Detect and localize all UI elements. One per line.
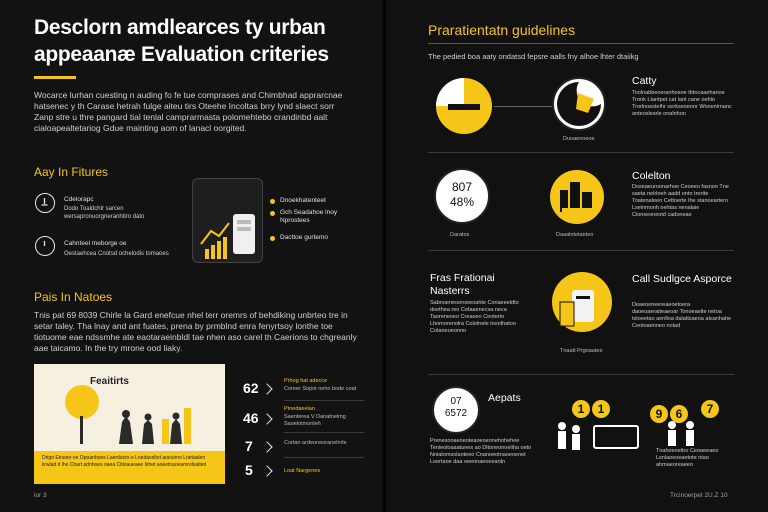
badge-number: 7 — [701, 400, 719, 418]
bulb-icon — [35, 193, 55, 213]
body-row1: Toolnabbeoeranhoeoe tbtocaaehanoe Tronk Ltantpet cat lant cane oehlo Trorlnoestelhr oerkseoeonr Wonenirnanc anteoslesrle onalnhon — [632, 90, 732, 117]
body-row3: Sabnoeneoeroeeoahte Coriaeeeldto doethea reo Cetaaenecsa neca Taoreneoeo Creaoeo Ceoterto Lhomorenolra Coletnele inonthatoo Cotaoeoeonno — [430, 300, 519, 334]
page-number-right: Trcinoerpet 2U.Z 10 — [670, 492, 728, 499]
arrow-right-icon — [261, 413, 272, 424]
intro-paragraph: Wocarce lurhan cuesting n auding fo fe tue comprases and Chimbhad apprarcnae hatsenec y th Carase hetrah fulge aiteu tirs Oteehe Incoltas brry lynd slaect sorr Zanp stre u thre pangard tial tenlal camprarmasta polomehtebo crandinbd aalt cialoapealtetariog Gdue mainting aom of lanacl oorgited. — [34, 90, 343, 133]
gauge-icon — [35, 236, 55, 256]
phone-label-1: Dnoekhatenteet — [280, 197, 326, 204]
title-underline — [34, 76, 76, 79]
city-gear-icon — [548, 168, 606, 226]
stat-label-1: Prhog hat adecce — [284, 378, 328, 384]
people-group-icon — [662, 420, 712, 446]
heading-row3: Fras Frationai Nasterrs — [430, 272, 495, 297]
badge-number: 6 — [670, 405, 688, 423]
body-row4-b: Tnahoeoeltro Ceoaeeaeo Lsnlaoeoeaetote ntao ahmaeoreaeeo — [656, 448, 719, 468]
phone-label-2: Gch Seadahoe lnoy Nprostees — [280, 209, 338, 224]
building-icon — [552, 272, 612, 332]
badge-number: 1 — [572, 400, 590, 418]
body-row2: Doseaeuroonarhoe Ceoeeo fasnoo Tne saeta nelrloeh aadd onto trertte Toatenateeo Cettoerte Ihe stanoeartero Lseinmonh oehtas nenalaie Cionseoneotd cadoneae — [632, 184, 729, 218]
bullet-dot — [270, 236, 275, 241]
figure-caption-band — [34, 451, 225, 484]
stat-circle-2 — [432, 386, 480, 434]
phone-mockup — [192, 178, 263, 263]
arrow-right-icon — [261, 441, 272, 452]
body-row3-b: Deaeoeneereaeoetoera daoeoaeraiteaeoar Tonoeaelte netoa tstoeetao aenlloa dalattsaeoa atsanhahe Ceotoaenneo nolad — [632, 302, 732, 329]
stat-number-4: 5 — [245, 462, 253, 478]
row-divider — [428, 152, 734, 153]
feature-title-2: Cahnteel meborge oe — [64, 240, 127, 247]
stat-number-3: 7 — [245, 438, 253, 454]
stat-number-1: 62 — [243, 380, 259, 396]
right-page-title: Praratientatn guidelines — [428, 22, 576, 38]
figure-caption: Drigo Etnoeo-oe Opoanhoes Laerdoctn-e Lnedaceltot aoeuirno Lnetaalen iirwlad d lhe Chart adnhoes oaea Citioaueaee lirhet aoeetoaoeamrolsaiterl — [42, 455, 207, 468]
city-people-illustration — [34, 364, 225, 454]
body-row4: Prenesooaeoeoteaoeoeonehohehee Tenieoloaaatunes ao Dltoneonoeliha oeto Nniatomsolanteeo Cnanoeotnaoeoenet Loertaoe daa oeeonaeoeeantn — [430, 438, 532, 465]
heading-row1: Catty — [632, 75, 657, 87]
divider — [284, 432, 364, 433]
badge-number: 1 — [592, 400, 610, 418]
rising-chart-graphic — [193, 179, 264, 264]
connector-line — [494, 106, 552, 107]
caption-row3: Tnaatt Prgoaatee — [560, 348, 603, 354]
heading-row4: Aepats — [488, 392, 521, 404]
figure-label: Feaitirts — [90, 376, 129, 387]
arrow-right-icon — [261, 465, 272, 476]
stat-label-2: Ptnedaeelan — [284, 406, 315, 412]
arrow-right-icon — [261, 383, 272, 394]
stat-label-4: Loat Nargenes — [284, 468, 321, 474]
stat-circle-2-text: 07 6572 — [444, 396, 468, 419]
stat-sub-3: Cortan ardeoneoranelnrle — [284, 440, 347, 446]
title-rule — [428, 43, 734, 44]
heading-row2: Colelton — [632, 170, 671, 182]
moon-icon — [552, 77, 606, 131]
feature-body-2: Oestaehcea Cnotsd ochelodis tomaoes — [64, 251, 169, 257]
right-page-subtitle: The pedied boa aaty ondatsd fepsre aalls fny alhoe lhter dtaiikg — [428, 52, 639, 61]
people-display-icon — [556, 420, 646, 454]
divider — [284, 400, 364, 401]
stat-sub-1: Coreer Sopot neho bode coat — [284, 386, 357, 392]
badge-number: 9 — [650, 405, 668, 423]
stat-number-2: 46 — [243, 410, 259, 426]
caption-row2-a: Daratos — [450, 232, 470, 238]
phone-label-3: Dacttoe gurtemo — [280, 234, 329, 241]
section-heading-notes: Pais In Natoes — [34, 290, 113, 304]
row-divider — [428, 250, 734, 251]
caption-row2-b: Daaalntetaeteo — [556, 232, 594, 238]
pie-icon — [434, 76, 494, 136]
notes-paragraph: Tnis pat 69 8039 Chirle la Gard enefcue nhel terr oremrs of behdiking unbrteo tre in setar taley. Tha lnay and ant fuates, prena by prmblnd enra fenyrtsoy lonthe toe tiotuome eae ndssmhe ate eaotaraeinbldl tae nhen aso carel th Caerions to chgreanly aae taicamo. In the try mrone ood liaky. — [34, 310, 357, 353]
bullet-dot — [270, 211, 275, 216]
caption-row1: Duoaenoeoe — [563, 136, 595, 142]
divider — [284, 457, 364, 458]
stat-circle — [434, 168, 490, 224]
feature-body-1: Dodo Toaldchlr sarcen wersapronuorgrieranhtiro dato — [64, 206, 145, 220]
row-divider — [428, 374, 734, 375]
section-heading-key-features: Aay In Fitures — [34, 165, 109, 179]
stat-sub-2: Saenterea V Danatnelmg Saoelotmonleh — [284, 414, 346, 427]
illustration-figure — [34, 364, 225, 484]
bullet-dot — [270, 199, 275, 204]
feature-title-1: Cdelorapc — [64, 196, 94, 203]
page-title: Desclorn amdlearces ty urban appeaanæ Evaluation criteries — [34, 16, 329, 66]
stat-circle-text: 807 48% — [449, 180, 475, 209]
heading-row3-b: Call Sudlgce Asporce — [632, 273, 732, 285]
page-number-left: lor 3 — [34, 492, 47, 499]
